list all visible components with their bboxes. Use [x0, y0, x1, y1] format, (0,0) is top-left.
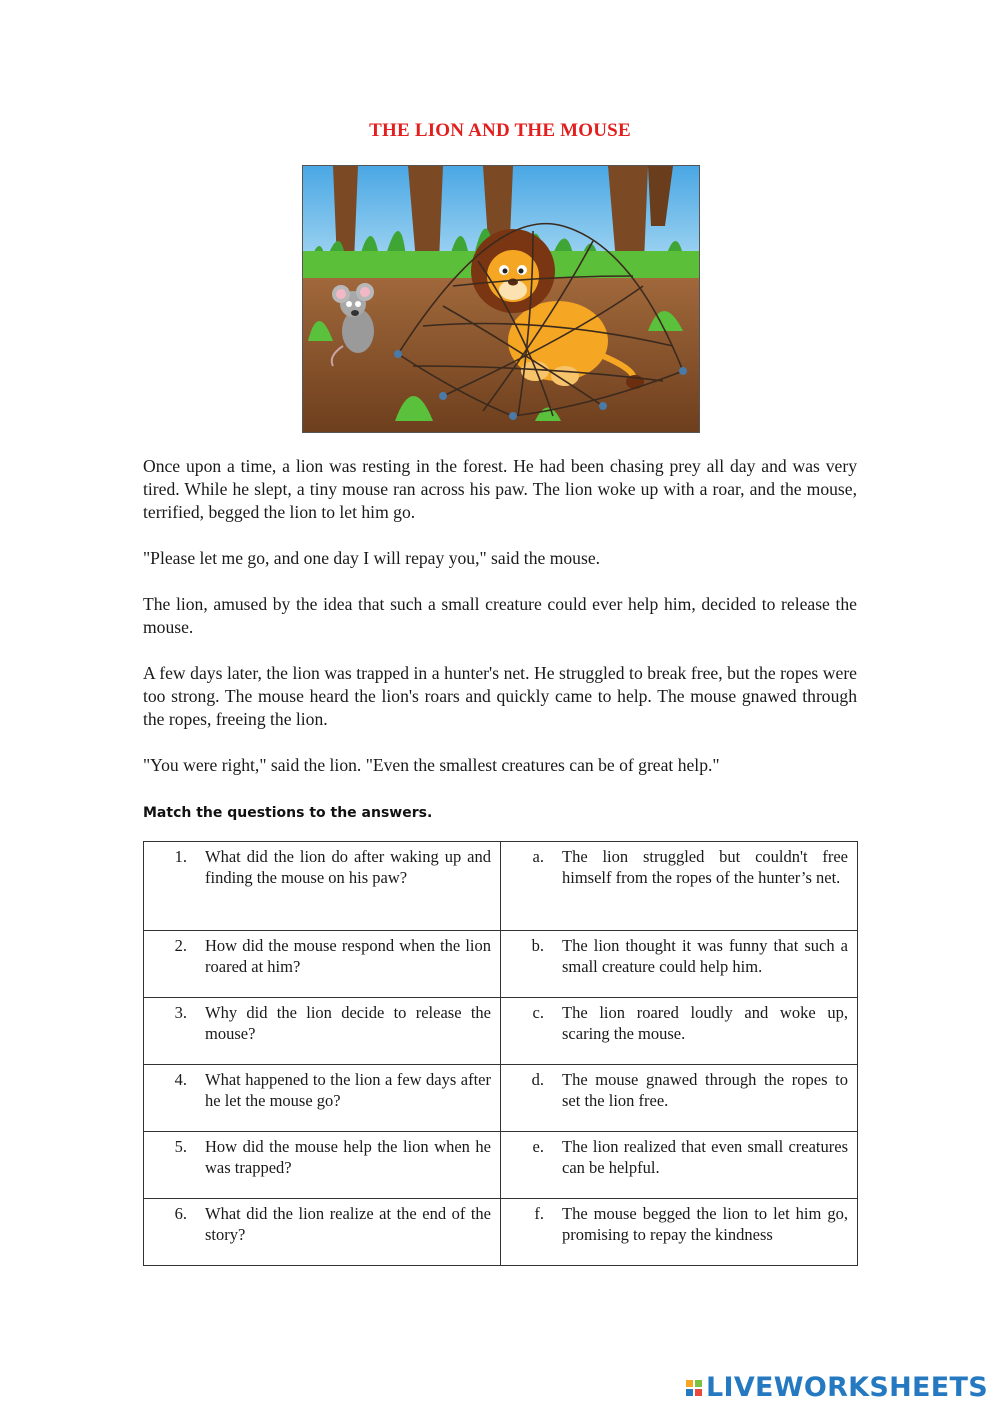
- answer-text: The lion thought it was funny that such a small creature could help him.: [562, 936, 848, 976]
- answer-text: The mouse gnawed through the ropes to set the lion free.: [562, 1070, 848, 1110]
- question-cell: [144, 998, 501, 1065]
- logo-square: [695, 1380, 702, 1387]
- story-paragraph: "You were right," said the lion. "Even the smallest creatures can be of great help.": [143, 755, 720, 775]
- question-cell: [144, 1065, 501, 1132]
- worksheet-title: THE LION AND THE MOUSE: [369, 120, 631, 141]
- story-text: [143, 455, 857, 800]
- table-row: [144, 1132, 858, 1199]
- question-cell: [144, 842, 501, 931]
- table-row: [144, 1065, 858, 1132]
- answer-cell: [501, 842, 858, 931]
- logo-square: [686, 1389, 693, 1396]
- story-paragraph: "Please let me go, and one day I will repay you," said the mouse.: [143, 548, 601, 568]
- question-text: Why did the lion decide to release the mouse?: [205, 1003, 491, 1043]
- question-text: How did the mouse help the lion when he was trapped?: [205, 1137, 491, 1177]
- question-cell: [144, 1132, 501, 1199]
- answer-text: The lion realized that even small creatures can be helpful.: [562, 1137, 848, 1177]
- question-text: What did the lion realize at the end of the story?: [205, 1204, 491, 1244]
- answer-text: The lion roared loudly and woke up, scaring the mouse.: [562, 1003, 848, 1043]
- question-number: 5.: [174, 1137, 187, 1156]
- table-row: [144, 998, 858, 1065]
- question-number: 6.: [174, 1204, 187, 1223]
- answer-cell: [501, 1199, 858, 1266]
- answer-letter: e.: [532, 1137, 544, 1156]
- answer-cell: [501, 998, 858, 1065]
- answer-text: The lion struggled but couldn't free himself from the ropes of the hunter’s net.: [562, 847, 848, 887]
- answer-letter: b.: [531, 936, 544, 955]
- liveworksheets-logo-icon: [686, 1380, 702, 1396]
- table-row: [144, 842, 858, 931]
- logo-square: [695, 1389, 702, 1396]
- story-paragraph: A few days later, the lion was trapped in a hunter's net. He struggled to break free, but the ropes were too strong. The mouse heard the lion's roars and quickly came to help. The mouse gnawed through the ropes, freeing the lion.: [143, 663, 857, 729]
- question-number: 2.: [174, 936, 187, 955]
- question-cell: [144, 1199, 501, 1266]
- story-paragraph: The lion, amused by the idea that such a small creature could ever help him, decided to release the mouse.: [143, 594, 857, 637]
- question-cell: [144, 931, 501, 998]
- brand-name: LIVEWORKSHEETS: [705, 1372, 988, 1403]
- lion-and-mouse-illustration: [302, 165, 700, 433]
- answer-text: The mouse begged the lion to let him go, promising to repay the kindness: [562, 1204, 848, 1244]
- answer-letter: f.: [534, 1204, 544, 1223]
- answer-cell: [501, 1132, 858, 1199]
- question-number: 1.: [174, 847, 187, 866]
- story-paragraph: Once upon a time, a lion was resting in the forest. He had been chasing prey all day and was very tired. While he slept, a tiny mouse ran across his paw. The lion woke up with a roar, and the mouse, terrified, begged the lion to let him go.: [143, 456, 857, 522]
- answer-cell: [501, 931, 858, 998]
- table-row: [144, 931, 858, 998]
- answer-letter: c.: [532, 1003, 544, 1022]
- logo-square: [686, 1380, 693, 1387]
- answer-letter: d.: [531, 1070, 544, 1089]
- liveworksheets-logo: [686, 1372, 988, 1403]
- question-text: How did the mouse respond when the lion roared at him?: [205, 936, 491, 976]
- answer-letter: a.: [532, 847, 544, 866]
- question-text: What happened to the lion a few days after he let the mouse go?: [205, 1070, 491, 1110]
- table-row: [144, 1199, 858, 1266]
- matching-table: [143, 841, 858, 1266]
- question-text: What did the lion do after waking up and finding the mouse on his paw?: [205, 847, 491, 887]
- illustration-scene: [303, 166, 699, 432]
- answer-cell: [501, 1065, 858, 1132]
- question-number: 3.: [174, 1003, 187, 1022]
- exercise-instruction: Match the questions to the answers.: [143, 805, 433, 821]
- question-number: 4.: [174, 1070, 187, 1089]
